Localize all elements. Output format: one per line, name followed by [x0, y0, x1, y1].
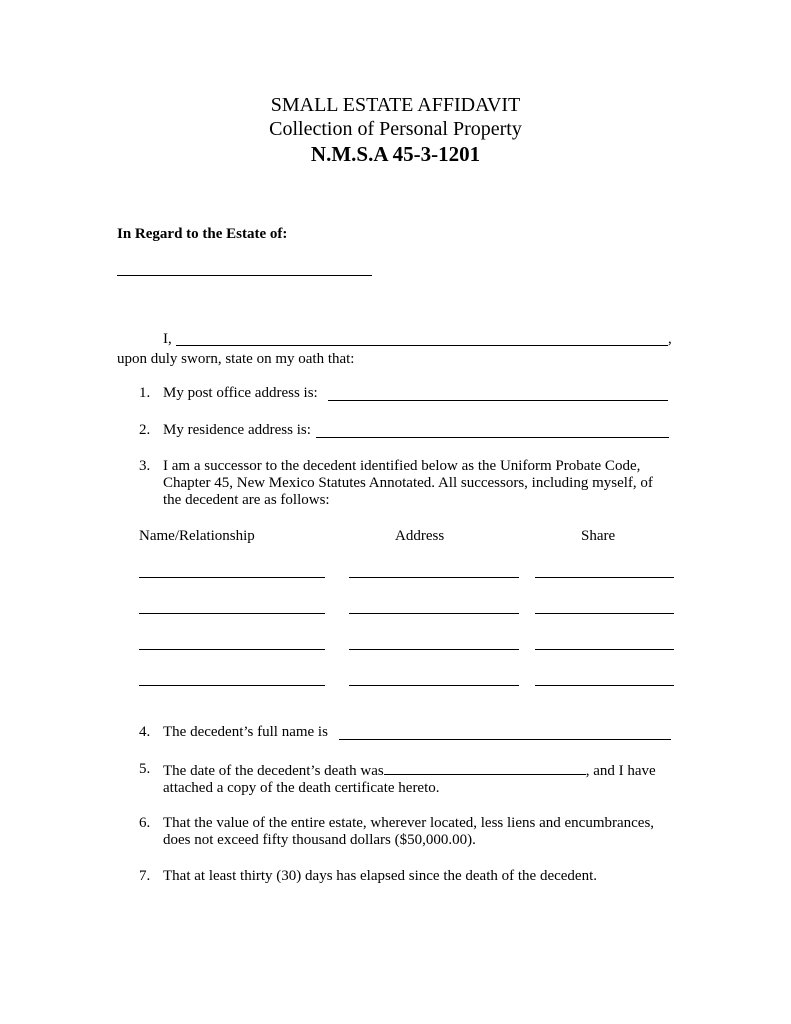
estate-heading: In Regard to the Estate of: — [117, 226, 288, 242]
statute-citation: N.M.S.A 45-3-1201 — [310, 142, 481, 166]
residence-address-blank[interactable] — [316, 437, 669, 438]
estate-name-blank[interactable] — [117, 275, 372, 276]
document-title — [0, 93, 791, 167]
post-office-address-blank[interactable] — [328, 400, 668, 401]
successor-name-blank[interactable] — [139, 649, 325, 650]
item-number: 2. — [139, 422, 151, 438]
title-line-2: Collection of Personal Property — [269, 118, 522, 140]
successor-address-blank[interactable] — [349, 613, 519, 614]
successor-share-blank[interactable] — [535, 577, 674, 578]
successor-share-blank[interactable] — [535, 649, 674, 650]
item-text: My residence address is: — [163, 422, 311, 438]
title-line-1: SMALL ESTATE AFFIDAVIT — [270, 94, 521, 116]
successor-address-blank[interactable] — [349, 577, 519, 578]
item-number: 6. — [139, 815, 151, 831]
successor-name-blank[interactable] — [139, 613, 325, 614]
item-text: The decedent’s full name is — [163, 724, 328, 740]
column-name-relationship: Name/Relationship — [139, 528, 255, 544]
item-text: That the value of the entire estate, wherever located, less liens and encumbrances, does not exceed fifty thousand dollars ($50,000.00). — [163, 815, 655, 848]
column-address: Address — [395, 528, 445, 544]
oath-suffix: , — [668, 331, 672, 347]
oath-continuation: upon duly sworn, state on my oath that: — [117, 351, 355, 367]
item-number: 1. — [139, 385, 151, 401]
item-number: 7. — [139, 868, 151, 884]
item-number: 3. — [139, 458, 151, 474]
oath-prefix: I, — [163, 331, 172, 347]
successor-address-blank[interactable] — [349, 685, 519, 686]
successor-share-blank[interactable] — [535, 613, 674, 614]
successor-share-blank[interactable] — [535, 685, 674, 686]
item-number: 5. — [139, 761, 151, 777]
column-share: Share — [581, 528, 616, 544]
successor-address-blank[interactable] — [349, 649, 519, 650]
date-of-death-blank[interactable] — [384, 761, 586, 775]
item-number: 4. — [139, 724, 151, 740]
item-text-after: , and I have — [585, 763, 656, 779]
item-text-before: The date of the decedent’s death was — [163, 763, 384, 779]
successor-name-blank[interactable] — [139, 685, 325, 686]
affiant-name-blank[interactable] — [176, 345, 668, 346]
decedent-name-blank[interactable] — [339, 739, 671, 740]
item-text: That at least thirty (30) days has elapsed since the death of the decedent. — [163, 868, 598, 884]
item-text-line2: attached a copy of the death certificate hereto. — [163, 780, 440, 796]
item-text: My post office address is: — [163, 385, 318, 401]
item-text — [163, 761, 683, 797]
successor-name-blank[interactable] — [139, 577, 325, 578]
item-text: I am a successor to the decedent identified below as the Uniform Probate Code, Chapter 45, New Mexico Statutes Annotated. All successors, including myself, of the decedent are as follows: — [163, 458, 653, 508]
